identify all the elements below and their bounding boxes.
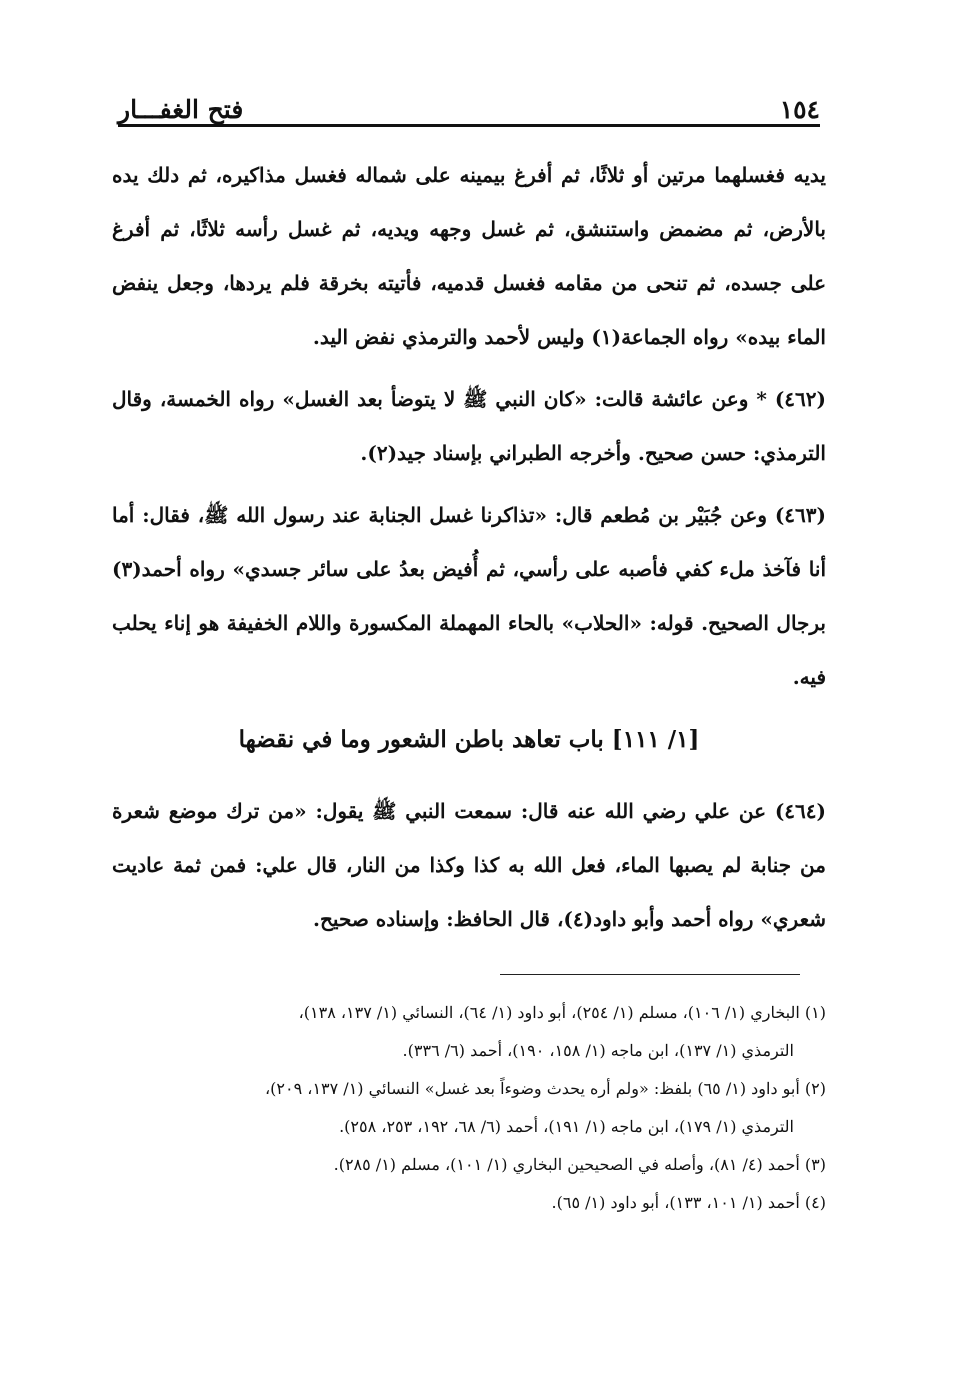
hadith-462: (٤٦٢) * وعن عائشة قالت: «كان النبي ﷺ لا يتوضأ بعد الغسل» رواه الخمسة، وقال الترمذي: حسن صحيح. وأخرجه الطبراني بإسناد جيد(٢). — [112, 387, 826, 465]
footnote-line: (٣) أحمد (٤/ ٨١)، وأصله في الصحيحين البخاري (١/ ١٠١)، مسلم (١/ ٢٨٥). — [333, 1155, 826, 1174]
footnote-line: الترمذي (١/ ١٣٧)، ابن ماجه (١/ ١٥٨، ١٩٠)، أحمد (٦/ ٣٣٦). — [402, 1041, 794, 1060]
page-header — [118, 84, 820, 124]
hadith-464: (٤٦٤) عن علي رضي الله عنه قال: سمعت النبي ﷺ يقول: «من ترك موضع شعرة من جنابة لم يصبها الماء، فعل الله به كذا وكذا من النار، قال علي: فمن ثمة عاديت شعري» رواه أحمد وأبو داود(٤)، قال الحافظ: وإسناده صحيح. — [112, 799, 826, 931]
header-rule — [118, 124, 820, 127]
hadith-463: (٤٦٣) وعن جُبَيْر بن مُطعم قال: «تذاكرنا غسل الجنابة عند رسول الله ﷺ، فقال: أما أنا فآخذ ملء كفي فأصبه على رأسي، ثم أُفيض بعدُ على سائر جسدي» رواه أحمد(٣) برجال الصحيح. قوله: «الحلاب» بالحاء المهملة المكسورة واللام الخفيفة هو إناء يحلب فيه. — [112, 503, 827, 689]
footnote-2 — [112, 1070, 826, 1146]
footnote-separator — [500, 974, 800, 975]
page-number: ١٥٤ — [779, 95, 820, 124]
footnotes — [112, 994, 826, 1222]
paragraph-continuation: يديه فغسلهما مرتين أو ثلاثًا، ثم أفرغ بيمينه على شماله فغسل مذاكيره، ثم دلك يده بالأرض، ثم مضمض واستنشق، ثم غسل وجهه ويديه، ثم غسل رأسه ثلاثًا، ثم أفرغ على جسده، ثم تنحى من مقامه فغسل قدميه، فأتيته بخرقة فلم يردها، وجعل ينفض الماء بيده» رواه الجماعة(١) وليس لأحمد والترمذي نفض اليد. — [112, 163, 826, 349]
footnote-1 — [112, 994, 826, 1070]
footnote-3 — [112, 1146, 826, 1184]
section-heading: [١/ ١١١] باب تعاهد باطن الشعور وما في نقضها — [238, 726, 700, 753]
book-title: فتح الغفـــار — [118, 95, 244, 124]
footnote-line: (٤) أحمد (١/ ١٠١، ١٣٣)، أبو داود (١/ ٦٥). — [551, 1193, 826, 1212]
footnote-line: (٢) أبو داود (١/ ٦٥) بلفظ: «ولم أره يحدث وضوءاً بعد غسل» النسائي (١/ ١٣٧، ٢٠٩)، — [265, 1079, 826, 1098]
footnote-line: (١) البخاري (١/ ١٠٦)، مسلم (١/ ٢٥٤)، أبو داود (١/ ٦٤)، النسائي (١/ ١٣٧، ١٣٨)، — [298, 1003, 826, 1022]
footnote-4 — [112, 1184, 826, 1222]
footnote-line: الترمذي (١/ ١٧٩)، ابن ماجه (١/ ١٩١)، أحمد (٦/ ٦٨، ١٩٢، ٢٥٣، ٢٥٨). — [339, 1117, 794, 1136]
main-text — [112, 148, 826, 954]
